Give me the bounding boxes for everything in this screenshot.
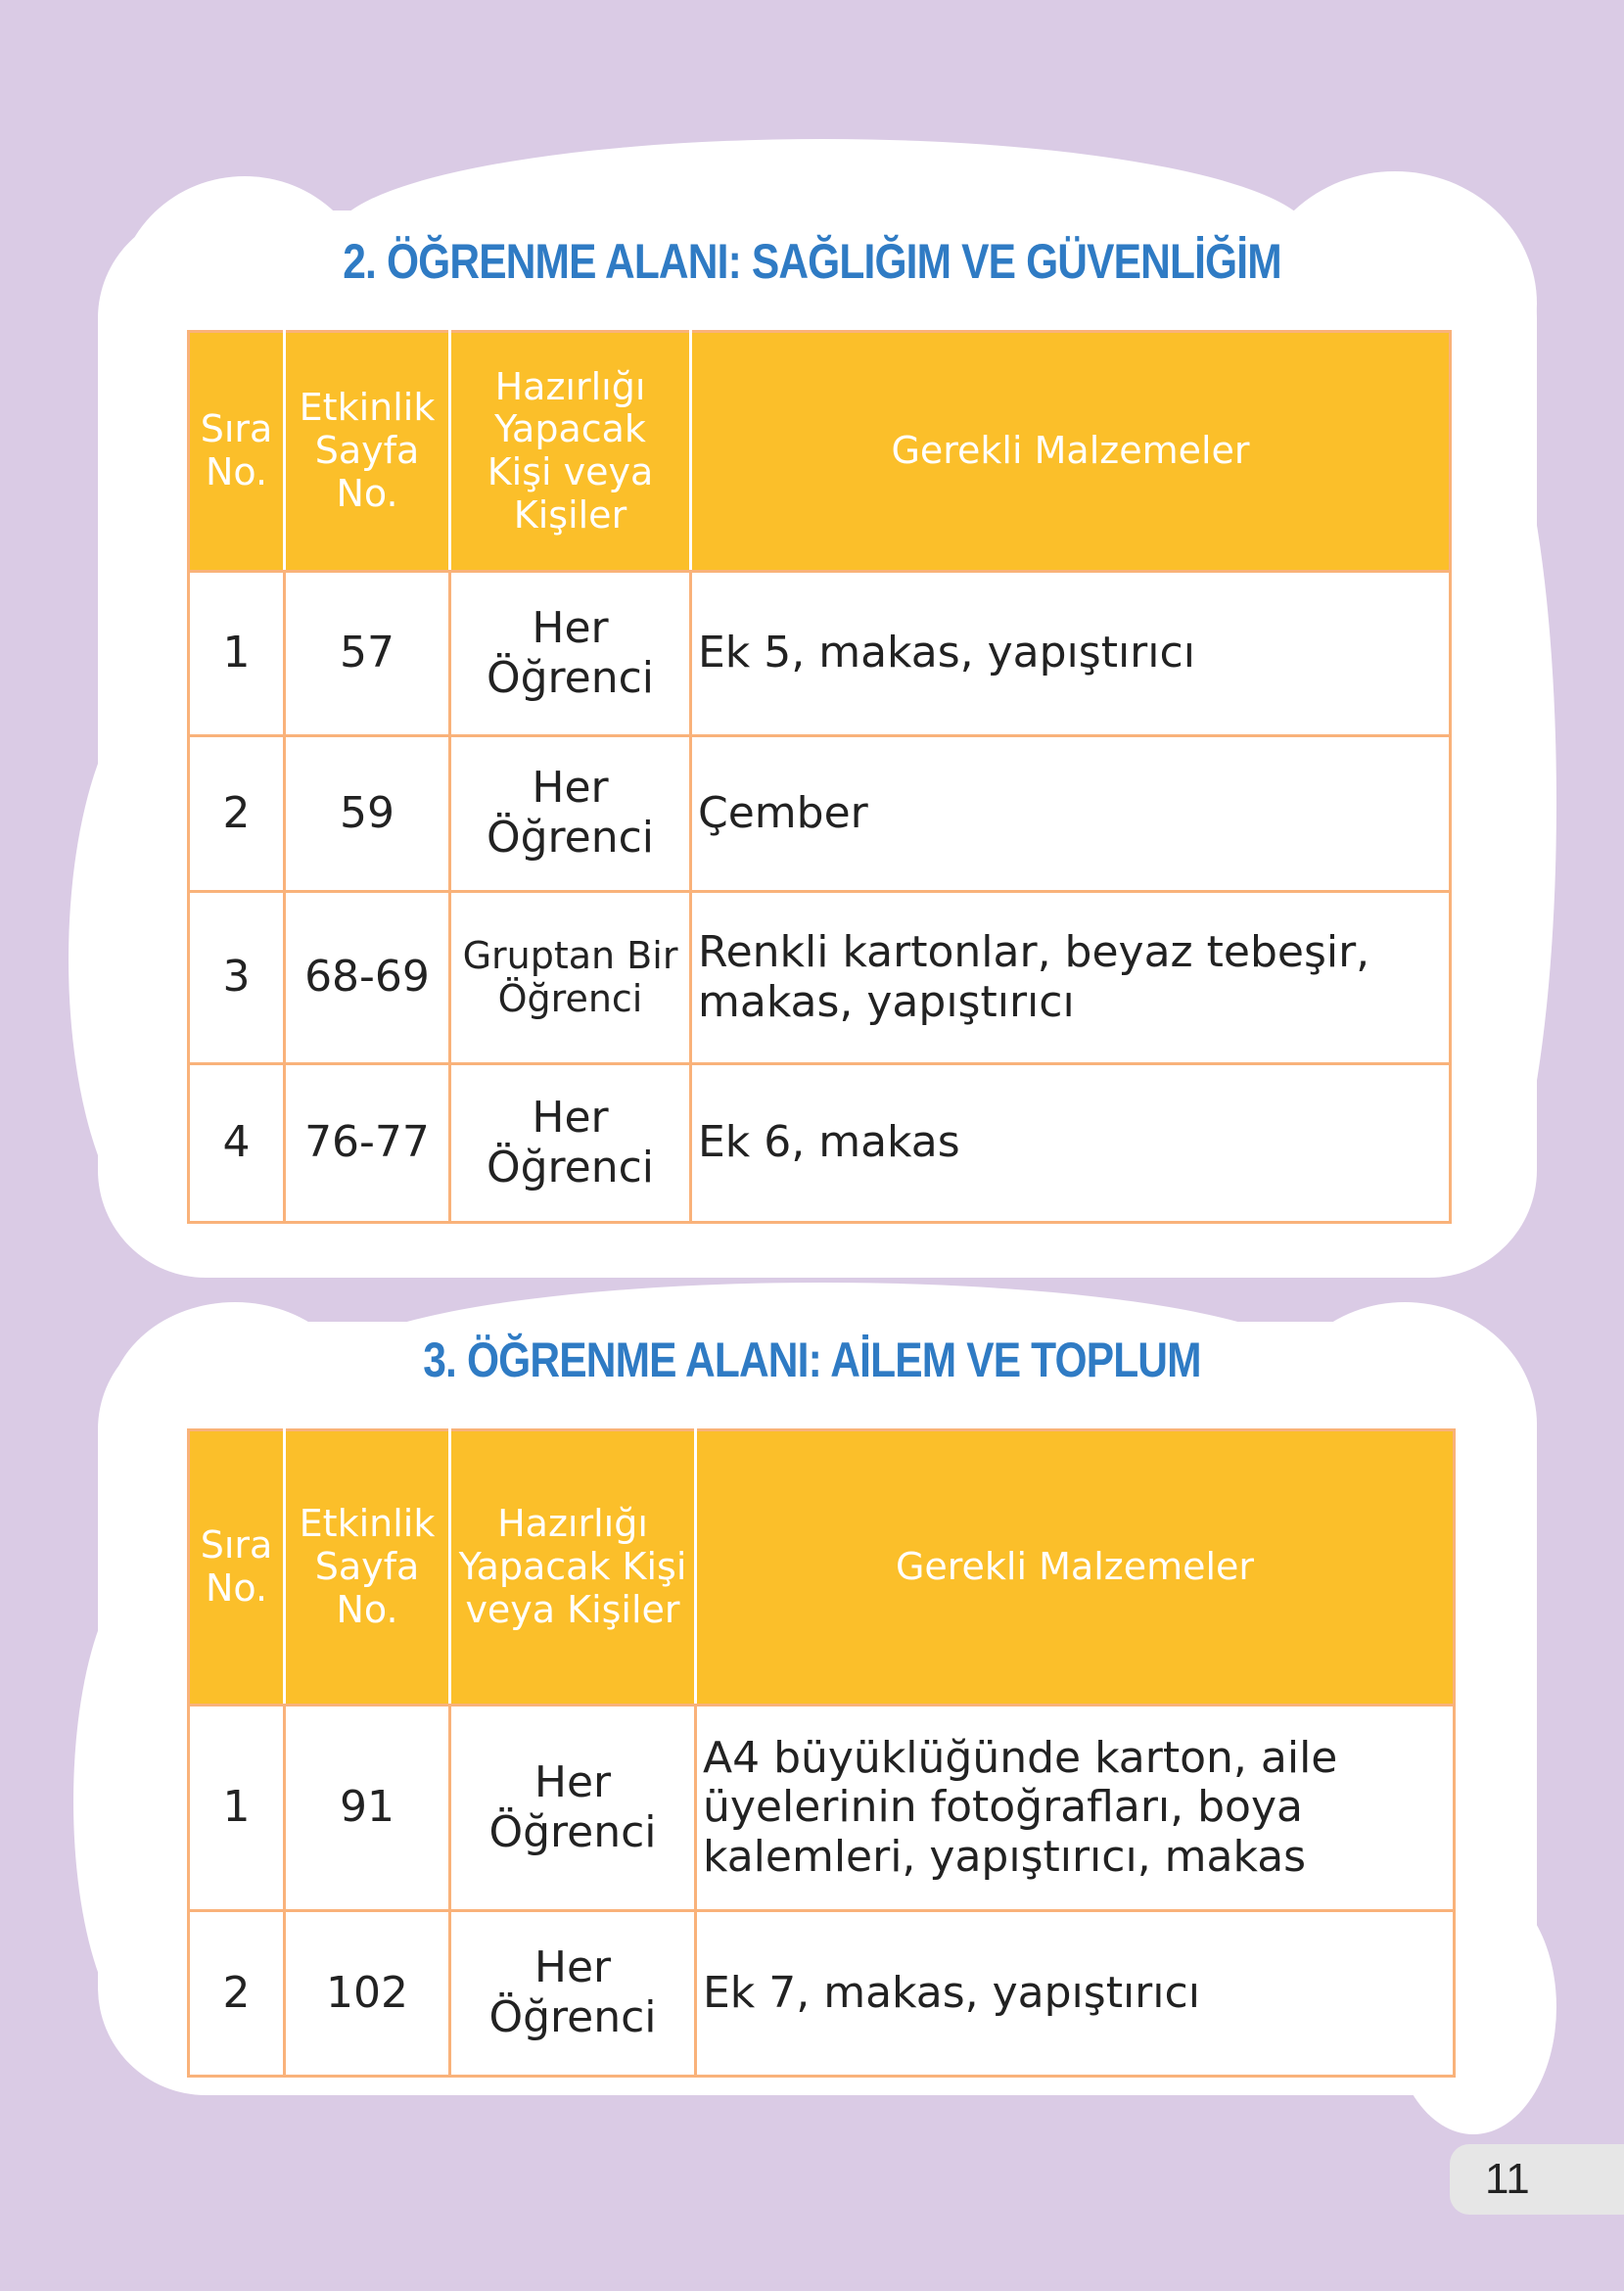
section-title: 3. ÖĞRENME ALANI: AİLEM VE TOPLUM: [423, 1333, 1201, 1387]
cell: 4: [189, 1064, 285, 1223]
cell: Her Öğrenci: [450, 572, 691, 736]
materials-table: [187, 1428, 1456, 2078]
page-number: 11: [1450, 2144, 1624, 2215]
cell: Her Öğrenci: [450, 1064, 691, 1223]
table-header-row: [189, 1430, 1455, 1706]
table-header-row: [189, 332, 1451, 572]
cell: 57: [285, 572, 450, 736]
cell: Çember: [691, 736, 1451, 892]
cell: Ek 5, makas, yapıştırıcı: [691, 572, 1451, 736]
cell: Her Öğrenci: [450, 1911, 696, 2077]
cell: 2: [189, 736, 285, 892]
table-row: [189, 572, 1451, 736]
cell: 3: [189, 892, 285, 1064]
header-malzemeler: Gerekli Malzemeler: [691, 332, 1451, 572]
cell: Renkli kartonlar, beyaz tebeşir, makas, yapıştırıcı: [691, 892, 1451, 1064]
cell: 59: [285, 736, 450, 892]
cell: 2: [189, 1911, 285, 2077]
cell: 102: [285, 1911, 450, 2077]
header-sayfa: Etkinlik Sayfa No.: [285, 1430, 450, 1706]
cell: Gruptan Bir Öğrenci: [450, 892, 691, 1064]
cell: 76-77: [285, 1064, 450, 1223]
materials-table: [187, 330, 1452, 1224]
header-malzemeler: Gerekli Malzemeler: [696, 1430, 1455, 1706]
table-row: [189, 736, 1451, 892]
header-sira: Sıra No.: [189, 1430, 285, 1706]
cell: 1: [189, 572, 285, 736]
table-row: [189, 1064, 1451, 1223]
cell: A4 büyüklüğünde karton, aile üyelerinin fotoğrafları, boya kalemleri, yapıştırıcı, makas: [696, 1706, 1455, 1911]
section-title: 2. ÖĞRENME ALANI: SAĞLIĞIM VE GÜVENLİĞİM: [343, 234, 1281, 289]
cell: Ek 6, makas: [691, 1064, 1451, 1223]
header-kisi: Hazırlığı Yapacak Kişi veya Kişiler: [450, 332, 691, 572]
cell: Ek 7, makas, yapıştırıcı: [696, 1911, 1455, 2077]
table-row: [189, 892, 1451, 1064]
header-sira: Sıra No.: [189, 332, 285, 572]
cell: 68-69: [285, 892, 450, 1064]
table-row: [189, 1911, 1455, 2077]
cell: Her Öğrenci: [450, 736, 691, 892]
header-sayfa: Etkinlik Sayfa No.: [285, 332, 450, 572]
cell: Her Öğrenci: [450, 1706, 696, 1911]
cell: 1: [189, 1706, 285, 1911]
cell: 91: [285, 1706, 450, 1911]
header-kisi: Hazırlığı Yapacak Kişi veya Kişiler: [450, 1430, 696, 1706]
table-row: [189, 1706, 1455, 1911]
